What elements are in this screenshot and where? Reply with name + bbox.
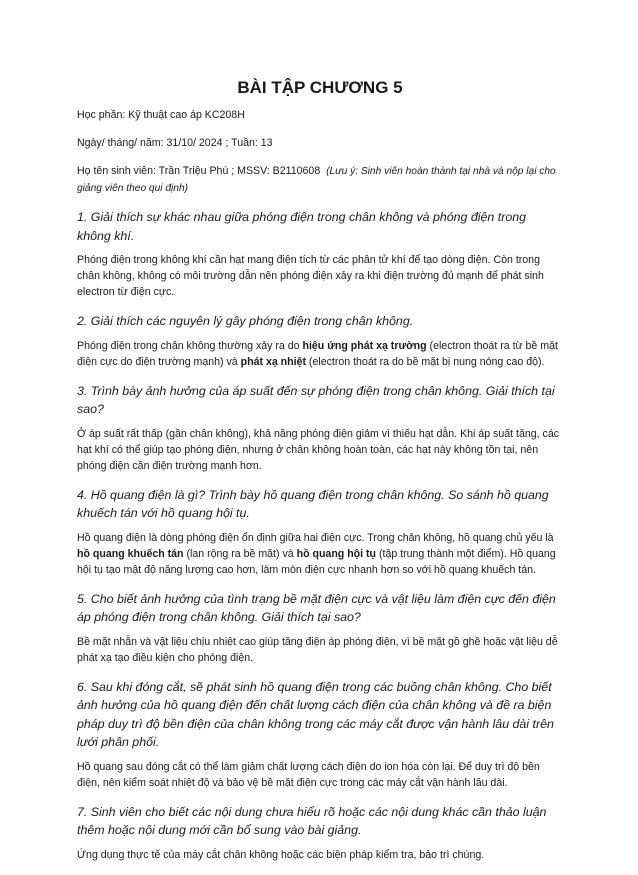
answer-4 <box>77 530 563 578</box>
answer-7: Ứng dụng thực tế của máy cắt chân không hoặc các biện pháp kiểm tra, bảo trì chúng. <box>77 848 485 861</box>
document-title: BÀI TẬP CHƯƠNG 5 <box>237 78 403 97</box>
submission-note: (Lưu ý: Sinh viên hoàn thành tại nhà và nộp lại cho giảng viên theo qui định) <box>77 166 556 194</box>
question-1: 1. Giải thích sự khác nhau giữa phóng điện trong chân không và phóng điện trong không khí. <box>77 210 527 243</box>
answer-2-bold-term: phát xạ nhiệt <box>240 355 306 368</box>
answer-1: Phóng điện trong không khí cần hạt mang điện tích từ các phân tử khí để tạo dòng điện. Còn trong chân không, không có môi trường dẫn nên phóng điện xảy ra khi điện trường đủ mạnh để phát sinh electron từ điện cực. <box>77 254 544 298</box>
question-4: 4. Hồ quang điện là gì? Trình bày hồ quang điện trong chân không. So sánh hồ quang khuếch tán với hồ quang hội tụ. <box>77 487 549 520</box>
question-7: 7. Sinh viên cho biết các nội dung chưa hiểu rõ hoặc các nội dung khác cần thảo luận thêm hoặc nội dung mới cần bổ sung vào bài giảng. <box>77 804 547 837</box>
question-2: 2. Giải thích các nguyên lý gây phóng điện trong chân không. <box>77 314 414 328</box>
answer-2 <box>77 338 563 370</box>
answer-4-text: Hồ quang điện là dòng phóng điện ổn định giữa hai điện cực. Trong chân không, hồ quang chủ yếu là <box>77 531 554 544</box>
student-line <box>77 163 563 197</box>
answer-4-text: (lan rộng ra bề mặt) và <box>183 547 297 560</box>
answer-2-text: (electron thoát ra từ bề mặt điện cực do điện trường mạnh) và <box>77 339 558 368</box>
answer-4-bold-term: hồ quang khuếch tán <box>77 547 184 560</box>
answer-4-text: (tập trung thành một điểm). Hồ quang hội tụ tạo mật độ năng lượng cao hơn, làm mòn điện cực nhanh hơn so với hồ quang khuếch tán. <box>77 547 556 576</box>
answer-3: Ở áp suất rất thấp (gần chân không), khả năng phóng điện giảm vì thiếu hạt dẫn. Khi áp suất tăng, các hạt khí có thể giúp tạo phóng điện, nhưng ở chân không hoàn toàn, các hạt này không tồn tại, nên phóng điện cần điện trường mạnh hơn. <box>77 427 560 472</box>
question-3: 3. Trình bày ảnh hưởng của áp suất đến sự phóng điện trong chân không. Giải thích tại sao? <box>77 383 555 416</box>
question-5: 5. Cho biết ảnh hưởng của tình trạng bề mặt điện cực và vật liệu làm điện cực đến điện áp phóng điện trong chân không. Giải thích tại sao? <box>77 591 556 624</box>
date-line: Ngày/ tháng/ năm: 31/10/ 2024 ; Tuần: 13 <box>77 137 273 149</box>
answer-5: Bề mặt nhẵn và vật liệu chịu nhiệt cao giúp tăng điện áp phóng điện, vì bề mặt gồ ghề hoặc vật liệu dễ phát xạ tạo điều kiện cho phóng điện. <box>77 635 558 664</box>
document-body <box>77 107 563 875</box>
answer-2-bold-term: hiệu ứng phát xạ trường <box>302 339 427 352</box>
answer-6: Hồ quang sau đóng cắt có thể làm giảm chất lượng cách điện do ion hóa còn lại. Để duy trì độ bền điện, nên kiểm soát nhiệt độ và bảo vệ bề mặt điện cực trong các máy cắt vận hành lâu dài. <box>77 760 540 789</box>
student-info: Họ tên sinh viên: Trần Triệu Phú ; MSSV: B2110608 <box>77 165 321 177</box>
question-6: 6. Sau khi đóng cắt, sẽ phát sinh hồ quang điện trong các buồng chân không. Cho biết ảnh hưởng của hồ quang điện đến chất lượng cách điện của chân không và đề ra biện pháp duy trì độ bền điện của chân không trong các máy cắt được vận hành lâu dài trên lưới phân phối. <box>77 679 554 749</box>
answer-2-text: (electron thoát ra do bề mặt bị nung nóng cao độ). <box>305 355 545 368</box>
course-line: Học phần: Kỹ thuật cao áp KC208H <box>77 109 245 121</box>
answer-4-bold-term: hồ quang hội tụ <box>296 547 377 560</box>
answer-2-text: Phóng điện trong chân không thường xảy ra do <box>77 339 303 352</box>
